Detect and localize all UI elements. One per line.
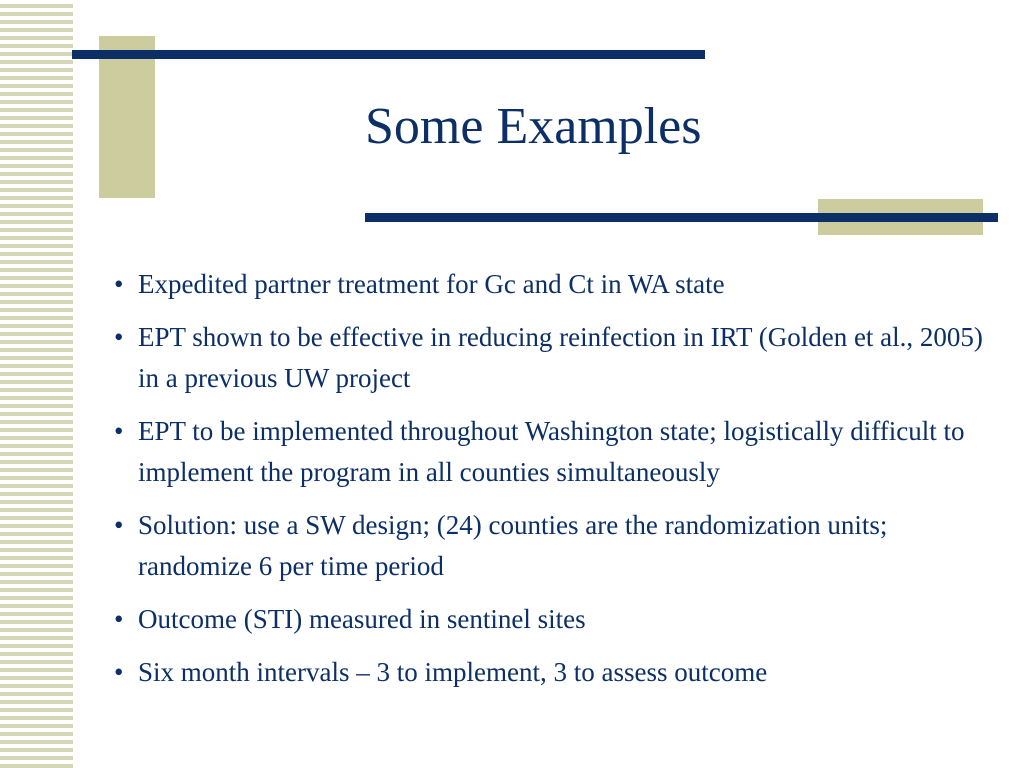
- bullet-text: • Solution: use a SW design; (24) counties are the randomization units; randomize 6 per time period: [138, 510, 888, 581]
- decorative-tan-block-left: [99, 36, 155, 198]
- slide-title: Some Examples: [365, 98, 702, 155]
- bullet-text: • Expedited partner treatment for Gc and Ct in WA state: [138, 269, 725, 299]
- bullet-item: [112, 264, 992, 305]
- bullet-text: • EPT to be implemented throughout Washington state; logistically difficult to implement the program in all counties simultaneously: [138, 416, 965, 487]
- decorative-navy-line-top: [72, 50, 705, 59]
- bullet-item: [112, 317, 992, 399]
- decorative-stripes: [0, 0, 73, 768]
- bullet-item: [112, 411, 992, 493]
- bullet-text: • EPT shown to be effective in reducing reinfection in IRT (Golden et al., 2005) in a previous UW project: [138, 322, 983, 393]
- decorative-navy-line-bottom: [365, 213, 998, 222]
- bullet-text: • Six month intervals – 3 to implement, 3 to assess outcome: [138, 657, 768, 687]
- bullet-item: [112, 505, 992, 587]
- bullet-item: [112, 599, 992, 640]
- bullet-text: • Outcome (STI) measured in sentinel sites: [138, 604, 586, 634]
- bullet-list: [112, 264, 992, 705]
- bullet-item: [112, 652, 992, 693]
